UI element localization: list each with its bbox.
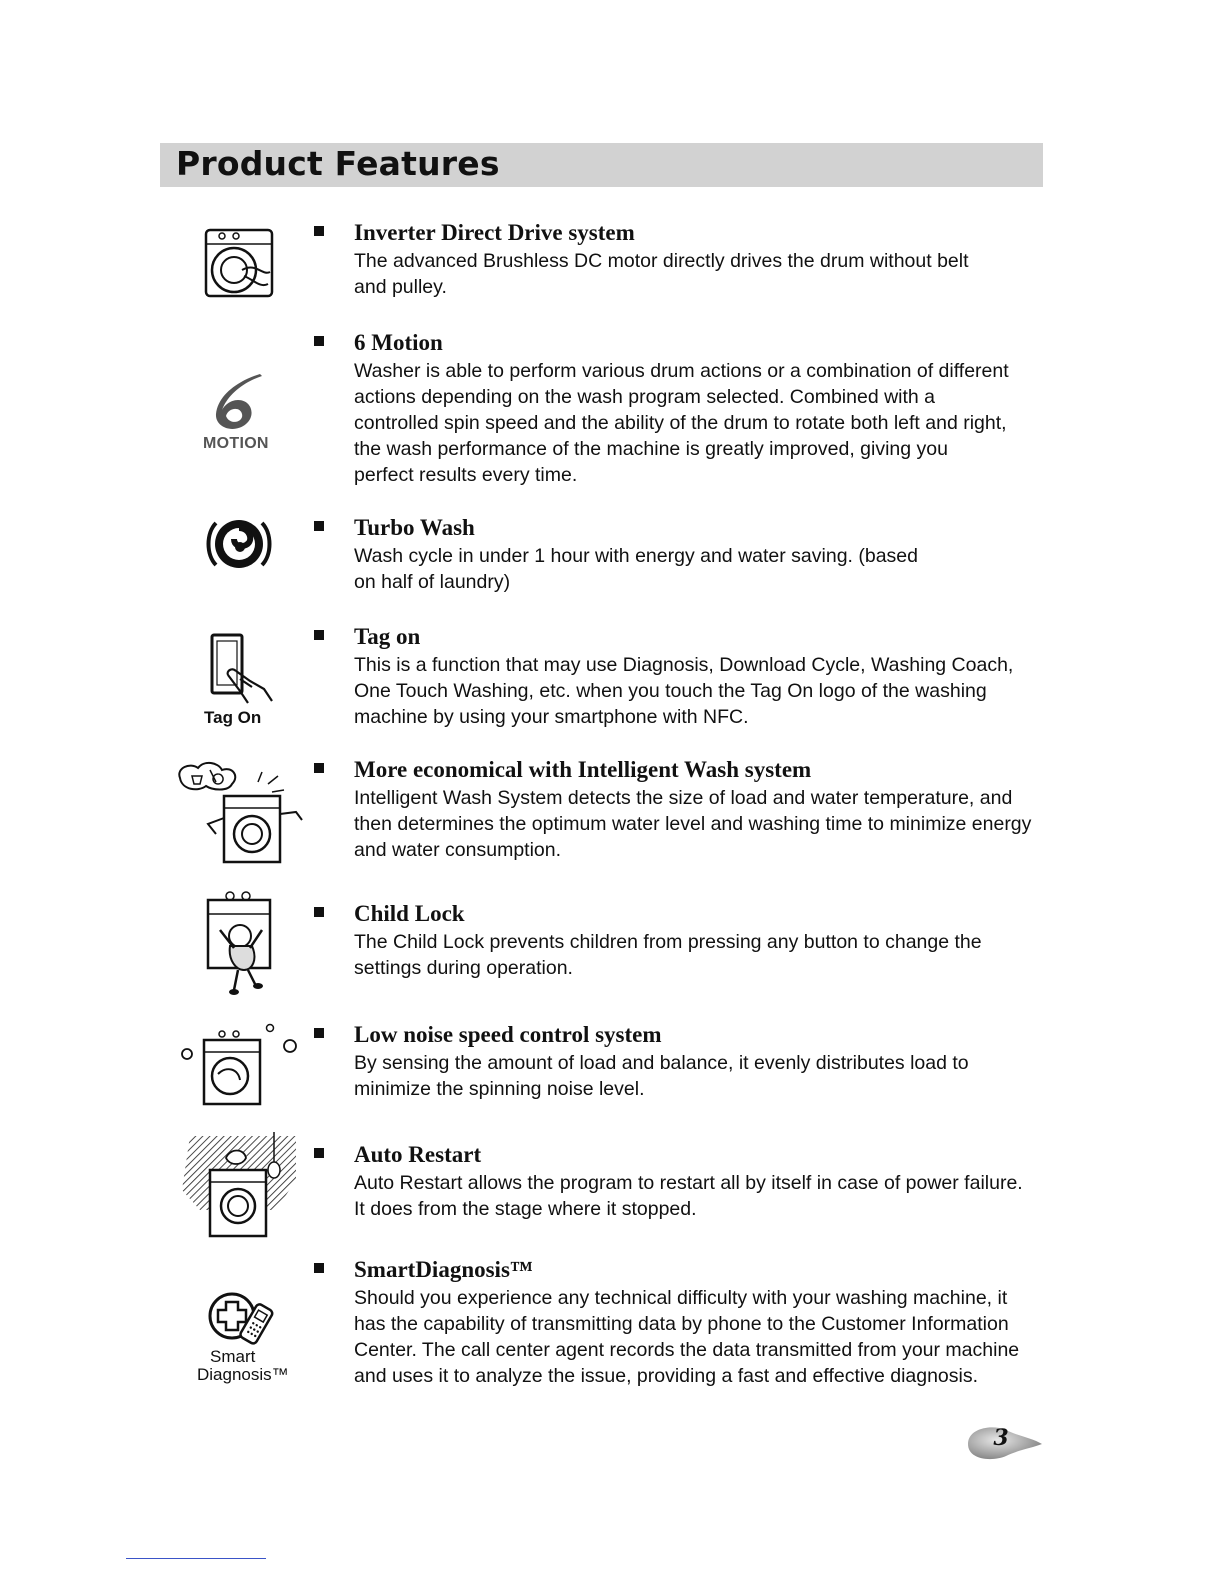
- feature-item: [310, 757, 1030, 863]
- smart-diagnosis-label-line2: Diagnosis™: [197, 1365, 289, 1384]
- feature-title: Inverter Direct Drive system: [354, 220, 635, 245]
- smart-diagnosis-label-line1: Smart: [210, 1347, 256, 1366]
- 6-motion-label: MOTION: [203, 435, 269, 452]
- feature-description: Wash cycle in under 1 hour with energy and water saving. (based on half of laundry): [354, 545, 918, 593]
- feature-item: [310, 901, 1030, 981]
- feature-description: Washer is able to perform various drum actions or a combination of different actions depending on the wash program selected. Combined with a controlled spin speed and the ability of the drum to rotate both left and right, the wash performance of the machine is greatly improved, giving you perfect results every time.: [354, 360, 1009, 486]
- feature-description: The Child Lock prevents children from pressing any button to change the settings during operation.: [354, 931, 982, 979]
- bullet-icon: [314, 336, 324, 346]
- bullet-icon: [314, 630, 324, 640]
- feature-description: Should you experience any technical difficulty with your washing machine, it has the capability of transmitting data by phone to the Customer Information Center. The call center agent records the data transmitted from your machine and uses it to analyze the issue, providing a fast and effective diagnosis.: [354, 1287, 1020, 1387]
- intelligent-wash-icon: [172, 758, 306, 866]
- feature-title: SmartDiagnosis™: [354, 1257, 533, 1282]
- feature-title: Auto Restart: [354, 1142, 482, 1167]
- bullet-icon: [314, 1148, 324, 1158]
- feature-item: [310, 1257, 1030, 1389]
- feature-title: Low noise speed control system: [354, 1022, 662, 1047]
- low-noise-icon: [178, 1022, 302, 1108]
- feature-description: By sensing the amount of load and balance, it evenly distributes load to minimize the spinning noise level.: [354, 1052, 969, 1100]
- tag-on-label: Tag On: [204, 708, 262, 727]
- feature-description: This is a function that may use Diagnosis, Download Cycle, Washing Coach, One Touch Washing, etc. when you touch the Tag On logo of the washing machine by using your smartphone with NFC.: [354, 654, 1014, 728]
- page-number: 3: [993, 1425, 1009, 1451]
- feature-item: [310, 1142, 1030, 1222]
- feature-description: The advanced Brushless DC motor directly drives the drum without belt and pulley.: [354, 250, 969, 298]
- feature-title: Child Lock: [354, 901, 465, 926]
- 6-motion-icon: [200, 370, 272, 434]
- smart-diagnosis-icon: [204, 1288, 274, 1348]
- page-title: Product Features: [176, 144, 500, 183]
- tag-on-icon: [206, 631, 278, 705]
- feature-title: Turbo Wash: [354, 515, 475, 540]
- bullet-icon: [314, 763, 324, 773]
- auto-restart-icon: [180, 1130, 298, 1240]
- bullet-icon: [314, 521, 324, 531]
- bullet-icon: [314, 1028, 324, 1038]
- feature-description: Intelligent Wash System detects the size of load and water temperature, and then determines the optimum water level and washing time to minimize energy and water consumption.: [354, 787, 1032, 861]
- bullet-icon: [314, 907, 324, 917]
- feature-title: More economical with Intelligent Wash system: [354, 757, 812, 782]
- feature-description: Auto Restart allows the program to restart all by itself in case of power failure. It does from the stage where it stopped.: [354, 1172, 1023, 1220]
- section-title-bar: [160, 143, 1043, 187]
- feature-item: [310, 1022, 1030, 1102]
- feature-item: [310, 330, 1030, 488]
- feature-item: [310, 220, 1030, 300]
- child-lock-icon: [200, 890, 276, 998]
- feature-item: [310, 624, 1030, 730]
- feature-item: [310, 515, 1030, 595]
- bullet-icon: [314, 1263, 324, 1273]
- direct-drive-washer-icon: [198, 224, 282, 302]
- bullet-icon: [314, 226, 324, 236]
- feature-title: 6 Motion: [354, 330, 443, 355]
- footer-divider: [126, 1558, 266, 1559]
- feature-title: Tag on: [354, 624, 421, 649]
- turbo-wash-icon: [202, 511, 276, 577]
